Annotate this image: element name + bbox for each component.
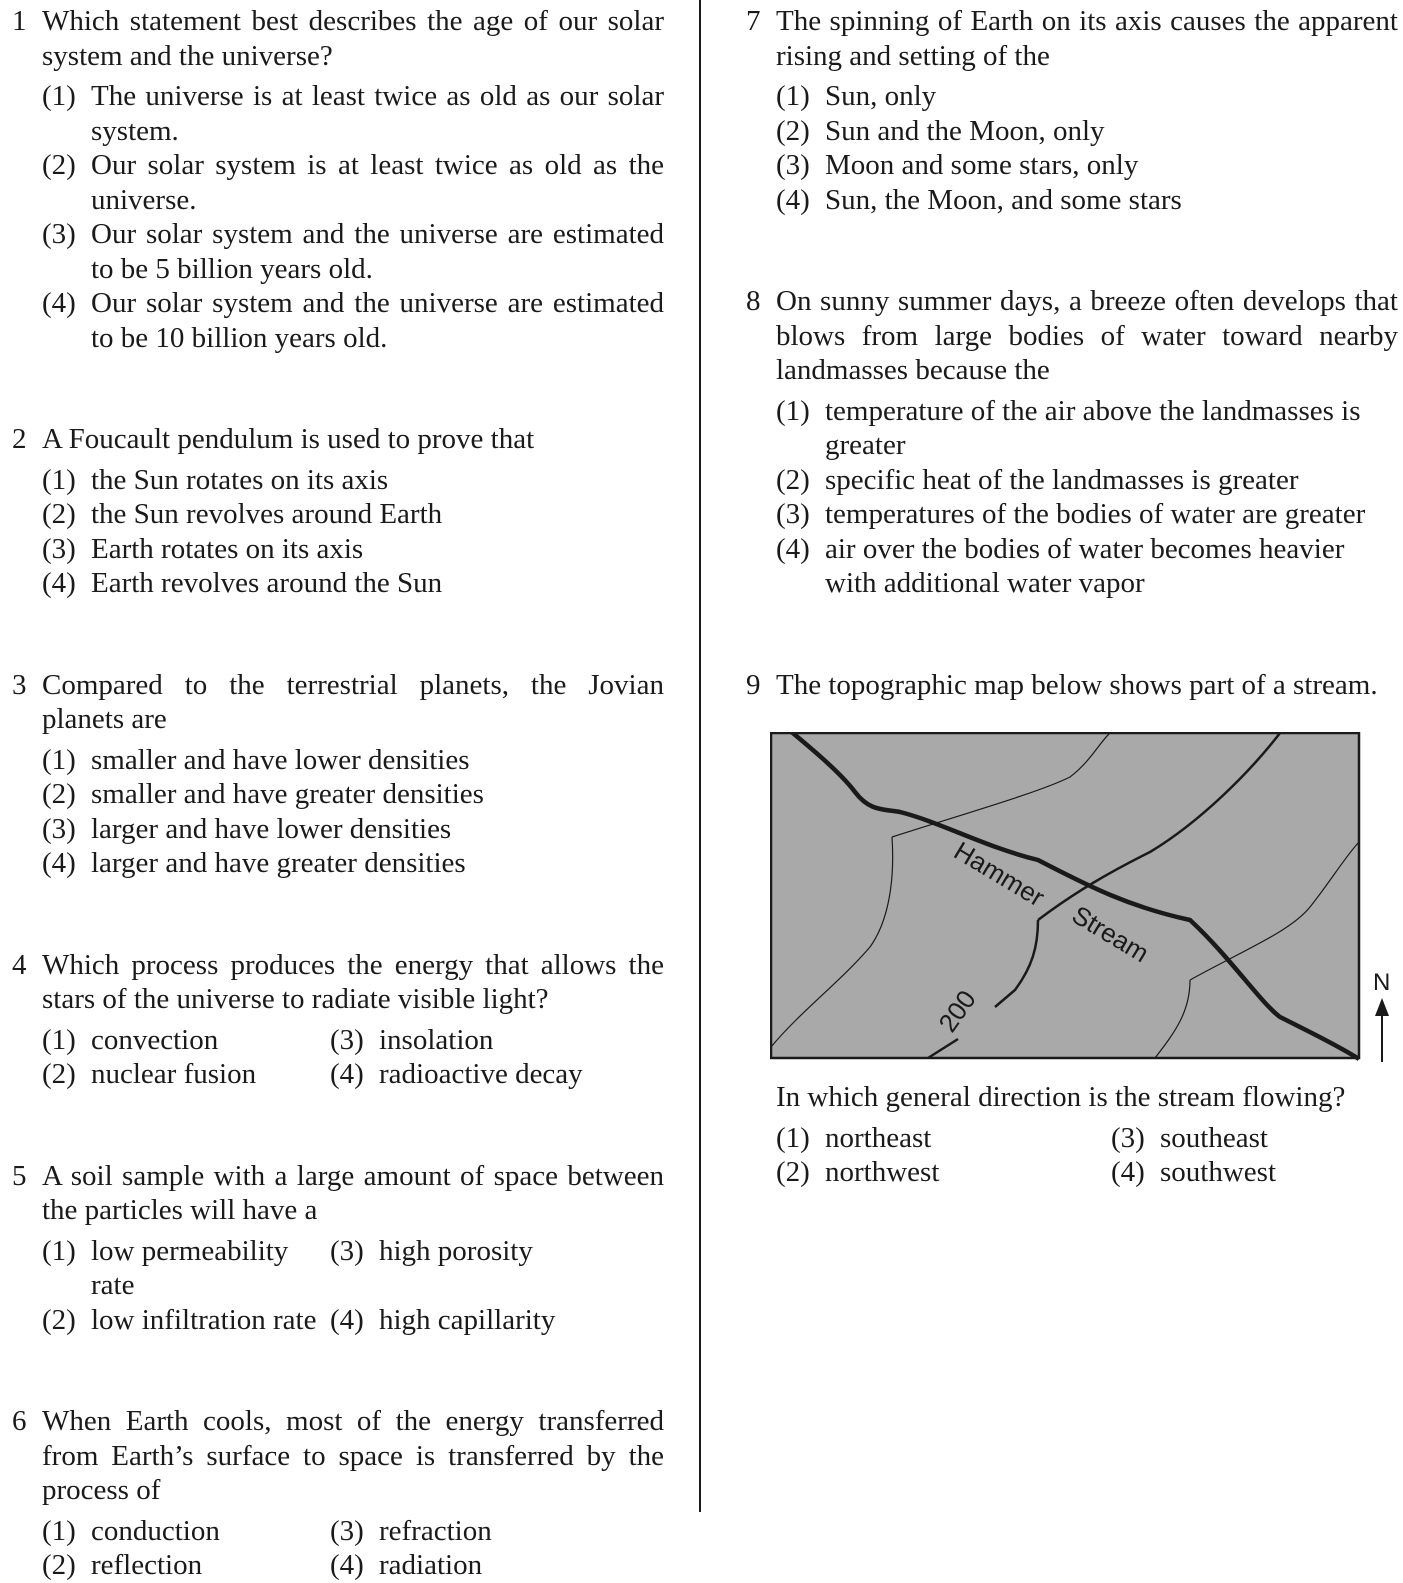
question-number: 5 bbox=[12, 1159, 27, 1192]
question-3 bbox=[12, 668, 664, 881]
answer-option[interactable] bbox=[776, 463, 1398, 498]
option-text: southeast bbox=[1160, 1121, 1268, 1154]
option-text: low infiltration rate bbox=[91, 1303, 317, 1336]
option-number: (3) bbox=[330, 1023, 364, 1056]
option-number: (2) bbox=[42, 498, 76, 530]
option-text: The universe is at least twice as old as our solar system. bbox=[91, 80, 664, 147]
option-number: (2) bbox=[42, 149, 76, 181]
answer-option[interactable] bbox=[42, 1234, 330, 1303]
answer-option[interactable] bbox=[42, 777, 664, 812]
answer-option[interactable] bbox=[330, 1023, 664, 1058]
option-number: (4) bbox=[330, 1303, 364, 1336]
option-number: (4) bbox=[330, 1549, 364, 1581]
option-number: (2) bbox=[42, 778, 76, 810]
option-number: (1) bbox=[776, 80, 810, 112]
answer-option[interactable] bbox=[776, 114, 1398, 149]
answer-option[interactable] bbox=[42, 286, 664, 355]
option-text: Earth revolves around the Sun bbox=[91, 567, 443, 599]
option-text: Sun, the Moon, and some stars bbox=[825, 183, 1182, 216]
answer-option[interactable] bbox=[42, 217, 664, 286]
question-number: 4 bbox=[12, 948, 27, 981]
question-stem: Compared to the terrestrial planets, the Jovian planets are bbox=[42, 668, 664, 735]
question-7 bbox=[746, 4, 1398, 217]
left-column bbox=[12, 4, 664, 1583]
option-number: (1) bbox=[776, 394, 810, 427]
question-stem: The spinning of Earth on its axis causes the apparent rising and setting of the bbox=[776, 5, 1398, 72]
question-5 bbox=[12, 1159, 664, 1338]
option-text: smaller and have lower densities bbox=[91, 743, 470, 776]
option-text: refraction bbox=[379, 1514, 492, 1547]
option-text: smaller and have greater densities bbox=[91, 778, 484, 810]
column-divider bbox=[699, 0, 701, 1512]
option-number: (4) bbox=[42, 287, 76, 319]
option-number: (3) bbox=[330, 1514, 364, 1547]
option-number: (1) bbox=[776, 1121, 810, 1154]
option-text: low permeability rate bbox=[91, 1234, 289, 1301]
answer-option[interactable] bbox=[42, 497, 664, 532]
question-6 bbox=[12, 1404, 664, 1583]
option-number: (1) bbox=[42, 463, 76, 496]
answer-option[interactable] bbox=[42, 1303, 330, 1338]
option-text: temperatures of the bodies of water are greater bbox=[825, 498, 1366, 530]
answer-option[interactable] bbox=[42, 1548, 330, 1583]
option-number: (3) bbox=[42, 532, 76, 565]
question-4 bbox=[12, 948, 664, 1092]
question-stem: A soil sample with a large amount of space between the particles will have a bbox=[42, 1159, 664, 1226]
option-number: (3) bbox=[776, 149, 810, 181]
answer-option[interactable] bbox=[42, 463, 664, 498]
option-text: Moon and some stars, only bbox=[825, 149, 1139, 181]
question-stem: A Foucault pendulum is used to prove that bbox=[42, 423, 535, 455]
option-number: (3) bbox=[42, 812, 76, 845]
answer-option[interactable] bbox=[42, 812, 664, 847]
option-text: specific heat of the landmasses is greater bbox=[825, 463, 1299, 496]
question-stem: On sunny summer days, a breeze often develops that blows from large bodies of water toward nearby landmasses because the bbox=[776, 285, 1398, 386]
option-number: (2) bbox=[42, 1303, 76, 1336]
option-text: larger and have greater densities bbox=[91, 847, 466, 879]
answer-option[interactable] bbox=[42, 148, 664, 217]
option-text: the Sun revolves around Earth bbox=[91, 498, 443, 530]
option-text: radioactive decay bbox=[379, 1058, 583, 1090]
option-number: (3) bbox=[42, 218, 76, 250]
question-9 bbox=[746, 668, 1398, 1190]
question-2 bbox=[12, 422, 664, 601]
option-text: temperature of the air above the landmasses is greater bbox=[825, 394, 1361, 461]
option-text: Our solar system and the universe are estimated to be 5 billion years old. bbox=[91, 218, 664, 285]
stream-label-word2: Stream bbox=[1066, 899, 1155, 969]
option-text: high capillarity bbox=[379, 1303, 556, 1336]
answer-option[interactable] bbox=[776, 497, 1398, 532]
option-text: Sun, only bbox=[825, 80, 937, 112]
answer-option[interactable] bbox=[42, 532, 664, 567]
question-stem: The topographic map below shows part of a stream. bbox=[776, 668, 1378, 701]
option-number: (3) bbox=[330, 1234, 364, 1267]
question-stem: Which statement best describes the age of our solar system and the universe? bbox=[42, 5, 664, 72]
option-text: larger and have lower densities bbox=[91, 812, 452, 845]
option-number: (4) bbox=[330, 1058, 364, 1090]
answer-option[interactable] bbox=[42, 79, 664, 148]
option-text: convection bbox=[91, 1023, 219, 1056]
answer-option[interactable] bbox=[330, 1514, 664, 1549]
answer-option[interactable] bbox=[776, 394, 1398, 463]
option-text: Earth rotates on its axis bbox=[91, 532, 364, 565]
question-number: 8 bbox=[746, 285, 761, 317]
option-text: Our solar system and the universe are estimated to be 10 billion years old. bbox=[91, 287, 664, 354]
option-number: (4) bbox=[776, 532, 810, 565]
question-number: 2 bbox=[12, 423, 27, 455]
option-text: northwest bbox=[825, 1156, 940, 1188]
answer-option[interactable] bbox=[776, 183, 1398, 218]
option-number: (4) bbox=[776, 183, 810, 216]
answer-option[interactable] bbox=[330, 1234, 664, 1303]
north-label: N bbox=[1373, 969, 1391, 996]
option-text: Sun and the Moon, only bbox=[825, 114, 1105, 147]
option-number: (2) bbox=[42, 1549, 76, 1581]
answer-option[interactable] bbox=[42, 566, 664, 601]
contour-label-200: 200 bbox=[932, 984, 982, 1038]
option-number: (3) bbox=[1111, 1121, 1145, 1154]
answer-option[interactable] bbox=[42, 846, 664, 881]
option-text: southwest bbox=[1160, 1156, 1276, 1188]
option-number: (3) bbox=[776, 498, 810, 530]
option-text: nuclear fusion bbox=[91, 1058, 257, 1090]
option-number: (1) bbox=[42, 1514, 76, 1547]
question-number: 9 bbox=[746, 668, 761, 701]
option-text: Our solar system is at least twice as old as the universe. bbox=[91, 149, 664, 216]
option-text: air over the bodies of water becomes heavier with additional water vapor bbox=[825, 532, 1345, 599]
option-text: radiation bbox=[379, 1549, 483, 1581]
option-text: northeast bbox=[825, 1121, 932, 1154]
option-text: high porosity bbox=[379, 1234, 533, 1267]
north-arrow-head bbox=[1375, 998, 1389, 1016]
option-number: (2) bbox=[776, 1156, 810, 1188]
answer-option[interactable] bbox=[42, 1057, 330, 1092]
answer-option[interactable] bbox=[1111, 1121, 1398, 1156]
option-number: (4) bbox=[42, 567, 76, 599]
answer-option[interactable] bbox=[330, 1303, 664, 1338]
question-number: 1 bbox=[12, 5, 27, 37]
option-number: (1) bbox=[42, 1023, 76, 1056]
answer-option[interactable] bbox=[776, 79, 1398, 114]
right-column bbox=[746, 4, 1398, 1190]
option-number: (1) bbox=[42, 743, 76, 776]
answer-option[interactable] bbox=[776, 1121, 1111, 1156]
question-stem: Which process produces the energy that allows the stars of the universe to radiate visible light? bbox=[42, 948, 664, 1015]
question-number: 3 bbox=[12, 668, 27, 701]
option-text: the Sun rotates on its axis bbox=[91, 463, 389, 496]
question-number: 7 bbox=[746, 5, 761, 37]
stream-label-word1: Hammer bbox=[948, 835, 1050, 913]
option-text: conduction bbox=[91, 1514, 220, 1547]
answer-option[interactable] bbox=[42, 1023, 330, 1058]
option-number: (2) bbox=[776, 114, 810, 147]
option-number: (4) bbox=[1111, 1156, 1145, 1188]
answer-option[interactable] bbox=[776, 532, 1398, 601]
option-number: (1) bbox=[42, 80, 76, 112]
answer-option[interactable] bbox=[776, 1155, 1111, 1190]
option-number: (1) bbox=[42, 1234, 76, 1267]
option-number: (2) bbox=[776, 463, 810, 496]
option-text: reflection bbox=[91, 1549, 203, 1581]
question-number: 6 bbox=[12, 1405, 27, 1437]
answer-option[interactable] bbox=[330, 1057, 664, 1092]
question-stem: When Earth cools, most of the energy transferred from Earth’s surface to space is transferred by the process of bbox=[42, 1405, 664, 1506]
answer-option[interactable] bbox=[1111, 1155, 1398, 1190]
map-question: In which general direction is the stream flowing? bbox=[776, 1081, 1346, 1113]
question-1 bbox=[12, 4, 664, 355]
question-8 bbox=[746, 284, 1398, 601]
answer-option[interactable] bbox=[42, 743, 664, 778]
answer-option[interactable] bbox=[776, 148, 1398, 183]
option-number: (4) bbox=[42, 847, 76, 879]
answer-option[interactable] bbox=[42, 1514, 330, 1549]
answer-option[interactable] bbox=[330, 1548, 664, 1583]
option-text: insolation bbox=[379, 1023, 494, 1056]
topographic-map bbox=[770, 732, 1392, 1072]
option-number: (2) bbox=[42, 1058, 76, 1090]
